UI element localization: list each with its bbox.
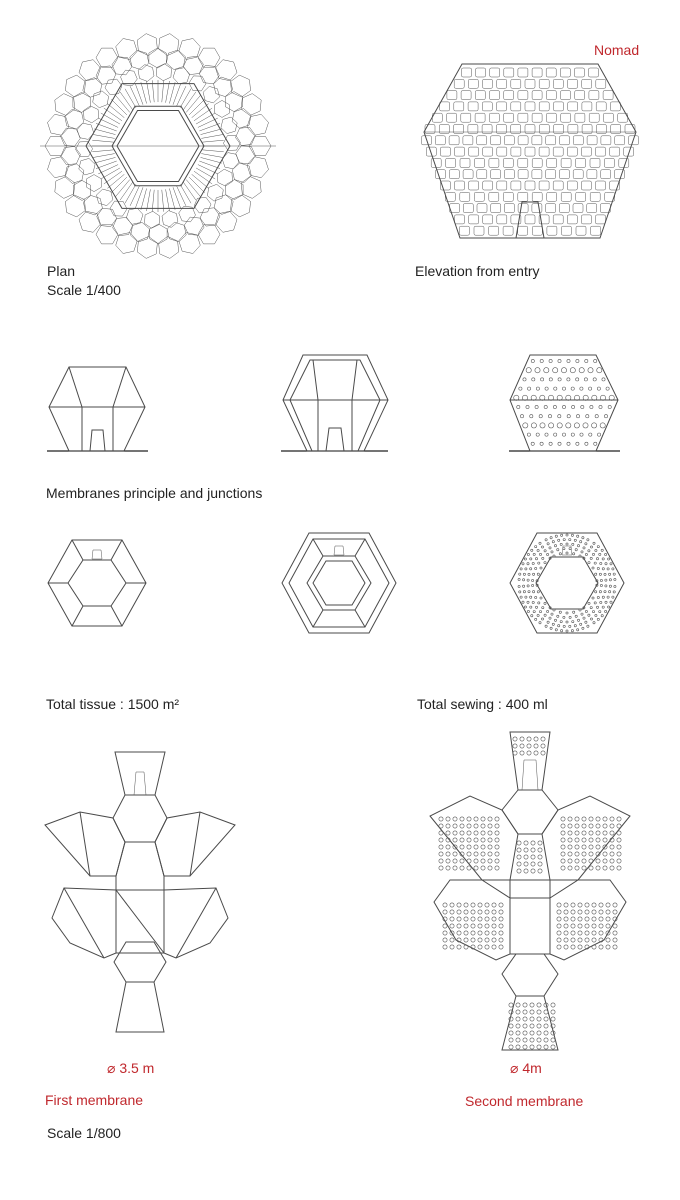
membrane-principle-plan-3	[506, 530, 628, 636]
membrane-principle-elevation-2	[278, 350, 394, 456]
first-membrane-pattern	[40, 748, 240, 1038]
plan-scale-label: Scale 1/400	[47, 282, 121, 298]
second-membrane-pattern	[426, 730, 666, 1055]
diameter-first-label: ⌀ 3.5 m	[107, 1060, 155, 1076]
diameter-second-label: ⌀ 4m	[510, 1060, 542, 1076]
first-membrane-label: First membrane	[45, 1092, 144, 1108]
second-membrane-label: Second membrane	[465, 1093, 584, 1109]
membrane-principle-elevation-3	[506, 350, 624, 456]
plan-label: Plan	[47, 263, 76, 279]
membrane-principle-plan-1	[44, 535, 150, 631]
total-sewing-label: Total sewing : 400 ml	[417, 696, 548, 712]
elevation-drawing	[410, 62, 650, 242]
membrane-principle-plan-2	[278, 530, 400, 636]
project-title: Nomad	[594, 42, 640, 58]
elevation-label: Elevation from entry	[415, 263, 540, 279]
plan-drawing	[40, 38, 276, 254]
bottom-scale-label: Scale 1/800	[47, 1125, 121, 1141]
total-tissue-label: Total tissue : 1500 m²	[46, 696, 180, 712]
membranes-heading: Membranes principle and junctions	[46, 485, 263, 501]
membrane-principle-elevation-1	[44, 350, 154, 456]
